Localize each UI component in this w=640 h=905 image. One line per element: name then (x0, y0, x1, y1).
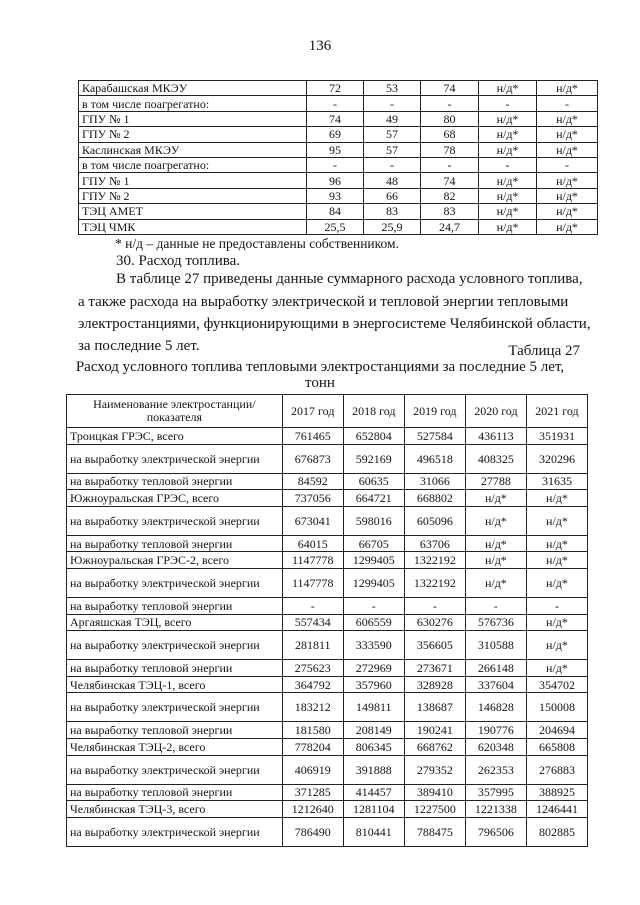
row-name-cell: на выработку электрической энергии (67, 506, 283, 535)
value-cell: 74 (421, 173, 479, 188)
header-year-2017: 2017 год (282, 395, 343, 428)
value-cell: н/д* (479, 142, 537, 157)
value-cell: 276883 (526, 755, 587, 784)
value-cell: 272969 (343, 660, 404, 677)
value-cell: 806345 (343, 738, 404, 755)
table-row (79, 111, 598, 126)
table-row (67, 552, 588, 569)
value-cell: 68 (421, 127, 479, 142)
table-row (79, 142, 598, 157)
value-cell: - (479, 157, 537, 172)
row-name-cell: Карабашская МКЭУ (79, 81, 307, 96)
table-row (79, 173, 598, 188)
table-row (79, 96, 598, 111)
value-cell: - (537, 157, 598, 172)
value-cell: н/д* (526, 490, 587, 507)
row-name-cell: ГПУ № 1 (79, 173, 307, 188)
row-name-cell: на выработку тепловой энергии (67, 473, 283, 490)
value-cell: 676873 (282, 444, 343, 473)
table-row (67, 693, 588, 722)
value-cell: 80 (421, 111, 479, 126)
value-cell: н/д* (479, 111, 537, 126)
table-row (67, 473, 588, 490)
value-cell: 664721 (343, 490, 404, 507)
value-cell: 668762 (404, 738, 465, 755)
value-cell: 310588 (465, 631, 526, 660)
value-cell: 1212640 (282, 801, 343, 818)
table-row (67, 428, 588, 445)
value-cell: н/д* (526, 660, 587, 677)
row-name-cell: на выработку электрической энергии (67, 568, 283, 597)
row-name-cell: на выработку электрической энергии (67, 631, 283, 660)
table-row (67, 676, 588, 693)
value-cell: 72 (307, 81, 364, 96)
table-row (67, 614, 588, 631)
header-year-2019: 2019 год (404, 395, 465, 428)
row-name-cell: ТЭЦ АМЕТ (79, 204, 307, 219)
value-cell: 74 (421, 81, 479, 96)
row-name-cell: Челябинская ТЭЦ-3, всего (67, 801, 283, 818)
value-cell: 668802 (404, 490, 465, 507)
paragraph-line-4: за последние 5 лет. (78, 338, 200, 354)
value-cell: н/д* (465, 535, 526, 552)
fuel-consumption-table (66, 394, 588, 847)
value-cell: 95 (307, 142, 364, 157)
value-cell: 371285 (282, 784, 343, 801)
table-row (79, 81, 598, 96)
row-name-cell: в том числе поагрегатно: (79, 96, 307, 111)
value-cell: 181580 (282, 722, 343, 739)
row-name-cell: Южноуральская ГРЭС, всего (67, 490, 283, 507)
table-row (67, 801, 588, 818)
value-cell: 1322192 (404, 568, 465, 597)
value-cell: - (421, 157, 479, 172)
value-cell: 96 (307, 173, 364, 188)
value-cell: 279352 (404, 755, 465, 784)
table-row (67, 722, 588, 739)
value-cell: 598016 (343, 506, 404, 535)
table-row (67, 817, 588, 846)
row-name-cell: ТЭЦ ЧМК (79, 219, 307, 234)
value-cell: н/д* (526, 552, 587, 569)
value-cell: н/д* (537, 127, 598, 142)
row-name-cell: на выработку тепловой энергии (67, 660, 283, 677)
footnote: * н/д – данные не предоставлены собственником. (115, 236, 399, 251)
value-cell: 620348 (465, 738, 526, 755)
value-cell: 74 (307, 111, 364, 126)
row-name-cell: Троицкая ГРЭС, всего (67, 428, 283, 445)
table-row (67, 506, 588, 535)
value-cell: 275623 (282, 660, 343, 677)
value-cell: 83 (421, 204, 479, 219)
value-cell: 84 (307, 204, 364, 219)
value-cell: 606559 (343, 614, 404, 631)
value-cell: 665808 (526, 738, 587, 755)
value-cell: н/д* (465, 552, 526, 569)
table-row (67, 444, 588, 473)
value-cell: н/д* (537, 173, 598, 188)
value-cell: 592169 (343, 444, 404, 473)
table-row (67, 738, 588, 755)
value-cell: 408325 (465, 444, 526, 473)
row-name-cell: ГПУ № 2 (79, 188, 307, 203)
table-row (67, 660, 588, 677)
value-cell: - (307, 96, 364, 111)
value-cell: н/д* (526, 614, 587, 631)
value-cell: 83 (364, 204, 421, 219)
row-name-cell: Аргаяшская ТЭЦ, всего (67, 614, 283, 631)
value-cell: н/д* (537, 188, 598, 203)
value-cell: 1227500 (404, 801, 465, 818)
table-row (79, 219, 598, 234)
table-row (79, 127, 598, 142)
row-name-cell: в том числе поагрегатно: (79, 157, 307, 172)
value-cell: 388925 (526, 784, 587, 801)
value-cell: - (364, 96, 421, 111)
value-cell: 354702 (526, 676, 587, 693)
value-cell: 761465 (282, 428, 343, 445)
value-cell: 1299405 (343, 552, 404, 569)
value-cell: 630276 (404, 614, 465, 631)
value-cell: 527584 (404, 428, 465, 445)
row-name-cell: на выработку тепловой энергии (67, 535, 283, 552)
header-year-2021: 2021 год (526, 395, 587, 428)
section-heading: 30. Расход топлива. (116, 253, 241, 269)
value-cell: н/д* (526, 568, 587, 597)
value-cell: 320296 (526, 444, 587, 473)
value-cell: 138687 (404, 693, 465, 722)
value-cell: 406919 (282, 755, 343, 784)
table-row (79, 188, 598, 203)
table-row (67, 784, 588, 801)
value-cell: 788475 (404, 817, 465, 846)
table-row (67, 631, 588, 660)
value-cell: 557434 (282, 614, 343, 631)
table-label: Таблица 27 (508, 343, 580, 359)
value-cell: 25,9 (364, 219, 421, 234)
table-row (79, 157, 598, 172)
value-cell: 414457 (343, 784, 404, 801)
value-cell: н/д* (465, 490, 526, 507)
row-name-cell: на выработку электрической энергии (67, 817, 283, 846)
value-cell: 673041 (282, 506, 343, 535)
header-year-2020: 2020 год (465, 395, 526, 428)
value-cell: 63706 (404, 535, 465, 552)
value-cell: н/д* (479, 81, 537, 96)
table-row (67, 535, 588, 552)
value-cell: 1147778 (282, 568, 343, 597)
value-cell: 281811 (282, 631, 343, 660)
value-cell: 183212 (282, 693, 343, 722)
row-name-cell: на выработку электрической энергии (67, 444, 283, 473)
value-cell: 82 (421, 188, 479, 203)
value-cell: 652804 (343, 428, 404, 445)
row-name-cell: Челябинская ТЭЦ-1, всего (67, 676, 283, 693)
value-cell: 357995 (465, 784, 526, 801)
table-unit: тонн (305, 375, 335, 391)
value-cell: 60635 (343, 473, 404, 490)
value-cell: н/д* (537, 142, 598, 157)
value-cell: 1299405 (343, 568, 404, 597)
value-cell: 496518 (404, 444, 465, 473)
table-row (67, 755, 588, 784)
value-cell: н/д* (537, 81, 598, 96)
value-cell: 53 (364, 81, 421, 96)
value-cell: н/д* (526, 631, 587, 660)
row-name-cell: ГПУ № 1 (79, 111, 307, 126)
value-cell: 273671 (404, 660, 465, 677)
value-cell: 356605 (404, 631, 465, 660)
row-name-cell: на выработку тепловой энергии (67, 784, 283, 801)
value-cell: н/д* (526, 535, 587, 552)
value-cell: 146828 (465, 693, 526, 722)
row-name-cell: на выработку электрической энергии (67, 693, 283, 722)
value-cell: 78 (421, 142, 479, 157)
table-row (67, 568, 588, 597)
value-cell: - (364, 157, 421, 172)
value-cell: н/д* (526, 506, 587, 535)
value-cell: н/д* (479, 219, 537, 234)
value-cell: 69 (307, 127, 364, 142)
value-cell: 262353 (465, 755, 526, 784)
table-row (67, 597, 588, 614)
value-cell: 1281104 (343, 801, 404, 818)
value-cell: 351931 (526, 428, 587, 445)
value-cell: 64015 (282, 535, 343, 552)
value-cell: 49 (364, 111, 421, 126)
value-cell: 24,7 (421, 219, 479, 234)
value-cell: - (479, 96, 537, 111)
value-cell: 436113 (465, 428, 526, 445)
value-cell: 57 (364, 142, 421, 157)
value-cell: 786490 (282, 817, 343, 846)
row-name-cell: Южноуральская ГРЭС-2, всего (67, 552, 283, 569)
header-year-2018: 2018 год (343, 395, 404, 428)
value-cell: 333590 (343, 631, 404, 660)
value-cell: 266148 (465, 660, 526, 677)
value-cell: - (307, 157, 364, 172)
value-cell: н/д* (479, 173, 537, 188)
value-cell: 1221338 (465, 801, 526, 818)
value-cell: н/д* (479, 204, 537, 219)
value-cell: 31635 (526, 473, 587, 490)
table-row (67, 490, 588, 507)
row-name-cell: на выработку тепловой энергии (67, 597, 283, 614)
table-header-row (67, 395, 588, 428)
value-cell: 204694 (526, 722, 587, 739)
value-cell: 93 (307, 188, 364, 203)
value-cell: 190776 (465, 722, 526, 739)
paragraph-line-3: электростанциями, функционирующими в энергосистеме Челябинской области, (78, 316, 591, 332)
value-cell: 796506 (465, 817, 526, 846)
value-cell: н/д* (537, 204, 598, 219)
value-cell: 778204 (282, 738, 343, 755)
value-cell: 1246441 (526, 801, 587, 818)
table-caption: Расход условного топлива тепловыми электростанциями за последние 5 лет, (75, 359, 565, 375)
value-cell: 802885 (526, 817, 587, 846)
page-number: 136 (308, 38, 332, 54)
value-cell: - (282, 597, 343, 614)
value-cell: 337604 (465, 676, 526, 693)
value-cell: 328928 (404, 676, 465, 693)
value-cell: 576736 (465, 614, 526, 631)
value-cell: 150008 (526, 693, 587, 722)
value-cell: - (526, 597, 587, 614)
table-row (79, 204, 598, 219)
value-cell: 1147778 (282, 552, 343, 569)
value-cell: н/д* (479, 188, 537, 203)
row-name-cell: Челябинская ТЭЦ-2, всего (67, 738, 283, 755)
value-cell: 190241 (404, 722, 465, 739)
value-cell: 605096 (404, 506, 465, 535)
value-cell: н/д* (537, 219, 598, 234)
value-cell: - (343, 597, 404, 614)
fuel-table-continuation (78, 80, 598, 235)
value-cell: 149811 (343, 693, 404, 722)
row-name-cell: на выработку электрической энергии (67, 755, 283, 784)
header-name-cell: Наименование электростанции/ показателя (67, 395, 283, 428)
value-cell: н/д* (465, 506, 526, 535)
value-cell: - (537, 96, 598, 111)
row-name-cell: ГПУ № 2 (79, 127, 307, 142)
value-cell: - (404, 597, 465, 614)
value-cell: - (421, 96, 479, 111)
value-cell: н/д* (479, 127, 537, 142)
value-cell: 389410 (404, 784, 465, 801)
value-cell: н/д* (537, 111, 598, 126)
value-cell: 1322192 (404, 552, 465, 569)
value-cell: 66 (364, 188, 421, 203)
value-cell: - (465, 597, 526, 614)
paragraph-line-2: а также расхода на выработку электрической и тепловой энергии тепловыми (78, 294, 569, 310)
row-name-cell: на выработку тепловой энергии (67, 722, 283, 739)
value-cell: 25,5 (307, 219, 364, 234)
value-cell: 84592 (282, 473, 343, 490)
value-cell: 737056 (282, 490, 343, 507)
value-cell: н/д* (465, 568, 526, 597)
value-cell: 357960 (343, 676, 404, 693)
value-cell: 810441 (343, 817, 404, 846)
value-cell: 27788 (465, 473, 526, 490)
paragraph-line-1: В таблице 27 приведены данные суммарного расхода условного топлива, (116, 271, 583, 287)
value-cell: 31066 (404, 473, 465, 490)
value-cell: 57 (364, 127, 421, 142)
value-cell: 48 (364, 173, 421, 188)
value-cell: 66705 (343, 535, 404, 552)
value-cell: 208149 (343, 722, 404, 739)
value-cell: 364792 (282, 676, 343, 693)
row-name-cell: Каслинская МКЭУ (79, 142, 307, 157)
value-cell: 391888 (343, 755, 404, 784)
